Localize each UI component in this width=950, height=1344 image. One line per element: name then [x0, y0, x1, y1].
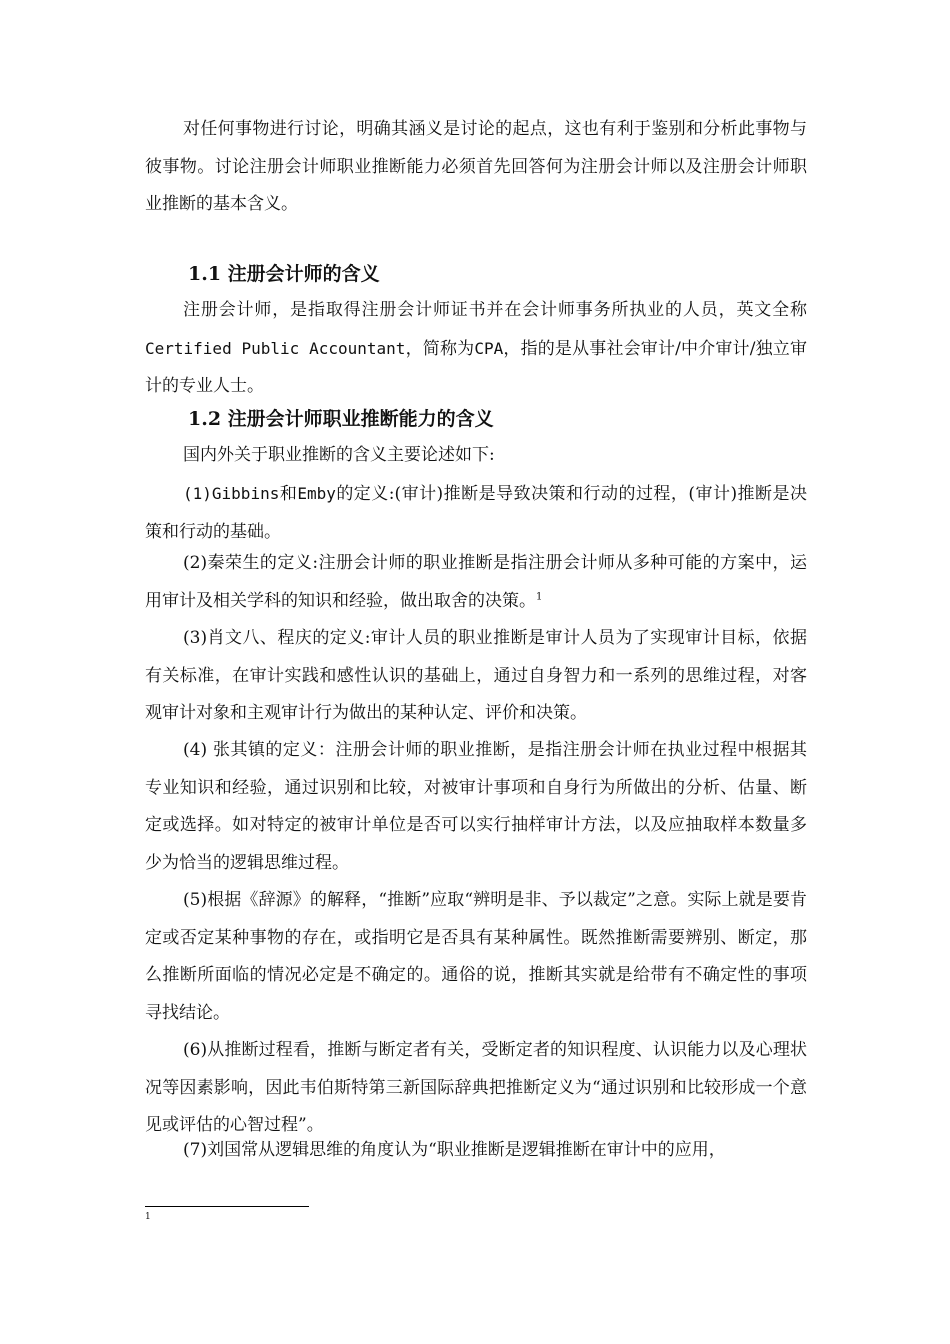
item-1-name-emby: Emby: [297, 484, 336, 503]
section-1-1-text-a: 注册会计师，是指取得注册会计师证书并在会计师事务所执业的人员，英文全称: [183, 300, 807, 320]
item-1-name-gibbins: Gibbins: [211, 484, 280, 503]
item-3-paragraph: (3)肖文八、程庆的定义:审计人员的职业推断是审计人员为了实现审计目标，依据有关标准，在审计实践和感性认识的基础上，通过自身智力和一系列的思维过程，对客观审计对象和主观审计行为做出的某种认定、评价和决策。: [145, 628, 807, 723]
section-1-1-text-c: ，指的是从事社会审计/中介审计/独立审计的专业人士。: [145, 338, 807, 396]
footnote-mark: 1: [145, 1212, 151, 1222]
section-1-1-english-name: Certified Public Accountant: [145, 338, 406, 358]
section-1-1-paragraph: [145, 292, 807, 406]
section-heading-1-1: 1.1 注册会计师的含义: [188, 263, 380, 285]
section-1-1-abbr: CPA: [474, 338, 504, 358]
footnote-separator: [145, 1206, 309, 1207]
item-5-paragraph: (5)根据《辞源》的解释，“推断”应取“辨明是非、予以裁定”之意。实际上就是要肯定或否定某种事物的存在，或指明它是否具有某种属性。既然推断需要辨别、断定，那么推断所面临的情况必定是不确定的。通俗的说，推断其实就是给带有不确定性的事项寻找结论。: [145, 890, 807, 1023]
section-1-2-lead: 国内外关于职业推断的含义主要论述如下:: [183, 445, 495, 465]
intro-paragraph: 对任何事物进行讨论，明确其涵义是讨论的起点，这也有利于鉴别和分析此事物与彼事物。讨论注册会计师职业推断能力必须首先回答何为注册会计师以及注册会计师职业推断的基本含义。: [145, 119, 807, 214]
item-1-prefix: (1): [183, 484, 212, 503]
item-1-rest: 的定义:(审计)推断是导致决策和行动的过程，(审计)推断是决策和行动的基础。: [145, 484, 808, 542]
section-1-1-text-b: ，简称为: [405, 338, 475, 359]
item-4-paragraph: (4) 张其镇的定义：注册会计师的职业推断，是指注册会计师在执业过程中根据其专业知识和经验，通过识别和比较，对被审计事项和自身行为所做出的分析、估量、断定或选择。如对特定的被审计单位是否可以实行抽样审计方法，以及应抽取样本数量多少为恰当的逻辑思维过程。: [145, 740, 807, 873]
item-7-paragraph: (7)刘国常从逻辑思维的角度认为“职业推断是逻辑推断在审计中的应用，: [183, 1140, 726, 1160]
item-2-text: (2)秦荣生的定义:注册会计师的职业推断是指注册会计师从多种可能的方案中，运用审计及相关学科的知识和经验，做出取舍的决策。: [145, 553, 807, 611]
footnote-reference[interactable]: 1: [536, 590, 543, 602]
item-1-paragraph: [145, 475, 807, 551]
section-heading-1-2: 1.2 注册会计师职业推断能力的含义: [188, 408, 494, 430]
item-6-paragraph: (6)从推断过程看，推断与断定者有关，受断定者的知识程度、认识能力以及心理状况等因素影响，因此韦伯斯特第三新国际辞典把推断定义为“通过识别和比较形成一个意见或评估的心智过程”。: [145, 1040, 807, 1135]
item-2-paragraph: [145, 545, 807, 620]
item-1-and: 和: [279, 484, 298, 504]
